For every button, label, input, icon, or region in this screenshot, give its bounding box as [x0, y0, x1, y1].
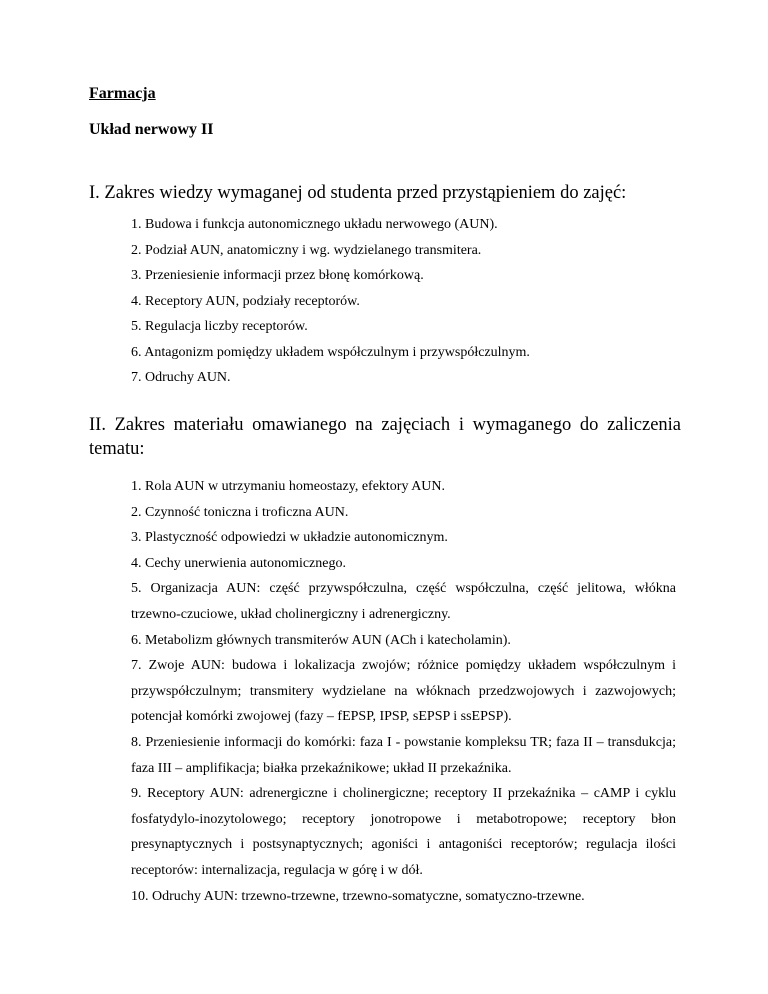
- list-item: 3. Przeniesienie informacji przez błonę komórkową.: [131, 268, 424, 283]
- list-item: 7. Zwoje AUN: budowa i lokalizacja zwojów; różnice pomiędzy układem współczulnym i przywspółczulnym; transmitery wydzielane na włóknach przedzwojowych i zazwojowych; potencjał komórki zwojowej (fazy – fEPSP, IPSP, sEPSP i ssEPSP).: [131, 658, 676, 725]
- list-item: 5. Organizacja AUN: część przywspółczulna, część współczulna, część jelitowa, włókna trzewno-czuciowe, układ cholinergiczny i adrenergiczny.: [131, 581, 676, 622]
- list-item: 1. Budowa i funkcja autonomicznego układu nerwowego (AUN).: [131, 217, 498, 232]
- list-item: 2. Podział AUN, anatomiczny i wg. wydzielanego transmitera.: [131, 242, 482, 258]
- subject-title: Farmacja: [89, 85, 156, 102]
- list-item: 2. Czynność toniczna i troficzna AUN.: [131, 504, 349, 520]
- section-1-heading: I. Zakres wiedzy wymaganej od studenta przed przystąpieniem do zajęć:: [89, 183, 627, 203]
- list-item: 4. Cechy unerwienia autonomicznego.: [131, 555, 346, 571]
- list-item: 4. Receptory AUN, podziały receptorów.: [131, 293, 360, 309]
- list-item: 6. Metabolizm głównych transmiterów AUN (ACh i katecholamin).: [131, 632, 511, 648]
- list-item: 6. Antagonizm pomiędzy układem współczulnym i przywspółczulnym.: [131, 344, 530, 360]
- list-item: 9. Receptory AUN: adrenergiczne i cholinergiczne; receptory II przekaźnika – cAMP i cyklu fosfatydylo-inozytolowego; receptory jonotropowe i metabotropowe; receptory błon presynaptycznych i postsynaptycznych; agoniści i antagoniści receptorów; regulacja ilości receptorów: internalizacja, regulacja w górę i w dół.: [131, 786, 676, 878]
- list-item: 3. Plastyczność odpowiedzi w układzie autonomicznym.: [131, 530, 448, 546]
- list-item: 1. Rola AUN w utrzymaniu homeostazy, efektory AUN.: [131, 479, 446, 494]
- list-item: 7. Odruchy AUN.: [131, 370, 231, 385]
- list-item: 8. Przeniesienie informacji do komórki: faza I - powstanie kompleksu TR; faza II – transdukcja; faza III – amplifikacja; białka przekaźnikowe; układ II przekaźnika.: [131, 734, 676, 776]
- list-item: 10. Odruchy AUN: trzewno-trzewne, trzewno-somatyczne, somatyczno-trzewne.: [131, 888, 585, 904]
- section-1-list: [131, 215, 676, 394]
- section-2-list: [131, 474, 676, 909]
- list-item: 5. Regulacja liczby receptorów.: [131, 319, 308, 334]
- topic-title: Układ nerwowy II: [89, 121, 214, 138]
- section-2-heading: II. Zakres materiału omawianego na zajęciach i wymaganego do zaliczenia tematu:: [89, 415, 681, 459]
